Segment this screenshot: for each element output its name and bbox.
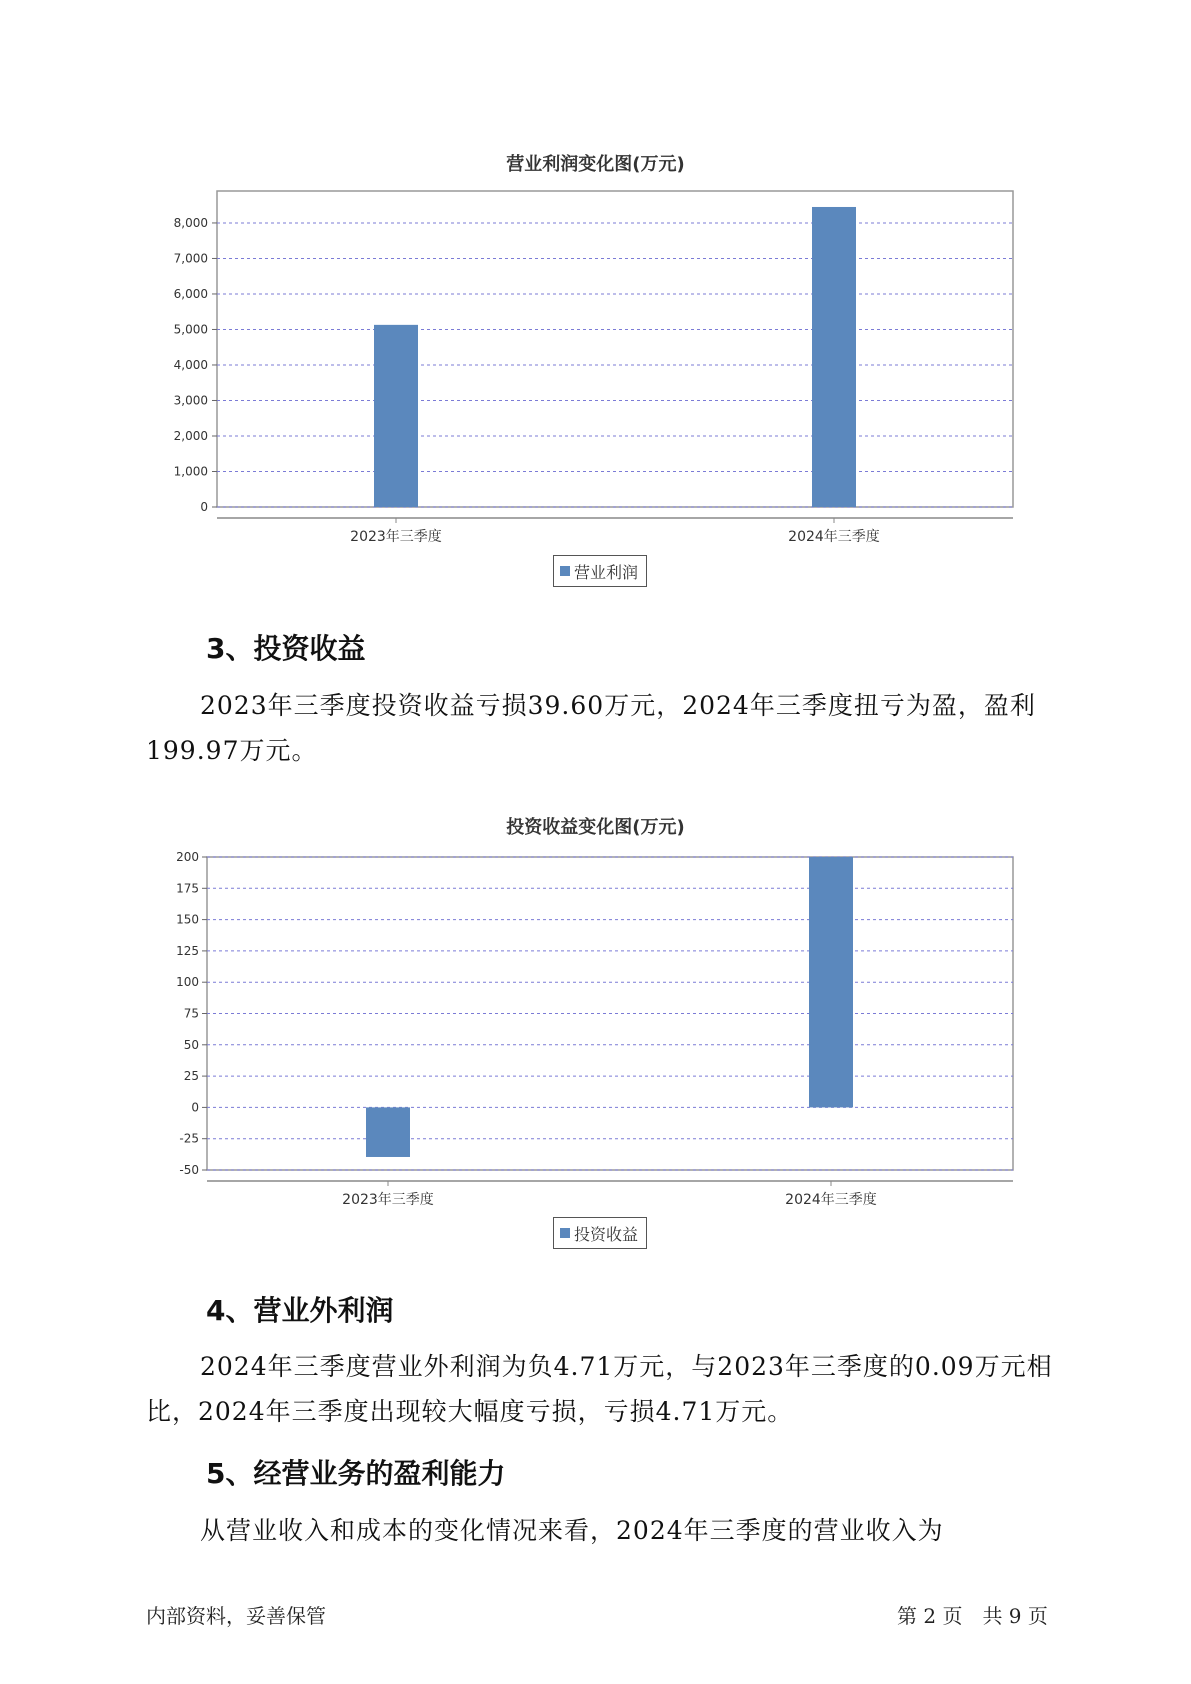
y-tick-label: 0 <box>200 500 208 514</box>
y-tick-label: -25 <box>179 1131 199 1146</box>
bar <box>366 1107 410 1157</box>
y-tick-label: 75 <box>183 1006 199 1021</box>
x-tick-label: 2024年三季度 <box>788 529 880 545</box>
y-tick-label: 0 <box>191 1100 199 1115</box>
y-tick-label: 6,000 <box>173 286 208 301</box>
footer-page-number: 第 2 页 共 9 页 <box>897 1604 1048 1628</box>
y-tick-label: 200 <box>176 850 199 864</box>
section-5-paragraph: 从营业收入和成本的变化情况来看，2024年三季度的营业收入为 <box>200 1516 944 1545</box>
y-tick-label: 1,000 <box>173 464 208 479</box>
section-5-heading: 5、经营业务的盈利能力 <box>206 1457 506 1490</box>
y-tick-label: 175 <box>176 881 199 896</box>
legend-label: 营业利润 <box>574 562 639 582</box>
chart-legend <box>553 1217 647 1249</box>
x-tick-label: 2024年三季度 <box>785 1192 877 1208</box>
section-3-paragraph: 2023年三季度投资收益亏损39.60万元，2024年三季度扭亏为盈，盈利199.97万元。 <box>146 691 1036 765</box>
y-tick-label: 125 <box>176 943 199 958</box>
section-4-paragraph: 2024年三季度营业外利润为负4.71万元，与2023年三季度的0.09万元相比，2024年三季度出现较大幅度亏损，亏损4.71万元。 <box>146 1352 1053 1426</box>
y-tick-label: 5,000 <box>173 322 208 337</box>
y-tick-label: 3,000 <box>173 393 208 408</box>
y-tick-label: 4,000 <box>173 357 208 372</box>
y-tick-label: 2,000 <box>173 428 208 443</box>
chart-title: 营业利润变化图(万元) <box>506 154 685 175</box>
legend-swatch <box>560 1228 570 1238</box>
y-tick-label: 7,000 <box>173 251 208 266</box>
y-tick-label: 25 <box>183 1069 199 1084</box>
section-4-heading: 4、营业外利润 <box>206 1294 394 1327</box>
y-tick-label: 50 <box>183 1037 199 1052</box>
y-tick-label: 8,000 <box>173 215 208 230</box>
y-tick-label: 100 <box>176 975 199 990</box>
chart-title: 投资收益变化图(万元) <box>506 817 685 838</box>
bar <box>809 857 853 1107</box>
legend-label: 投资收益 <box>574 1224 639 1244</box>
x-tick-label: 2023年三季度 <box>350 529 442 545</box>
section-3-heading: 3、投资收益 <box>206 632 366 665</box>
y-tick-label: 150 <box>176 912 199 927</box>
footer-confidential: 内部资料，妥善保管 <box>146 1604 326 1628</box>
y-tick-label: -50 <box>179 1163 199 1177</box>
x-tick-label: 2023年三季度 <box>342 1192 434 1208</box>
